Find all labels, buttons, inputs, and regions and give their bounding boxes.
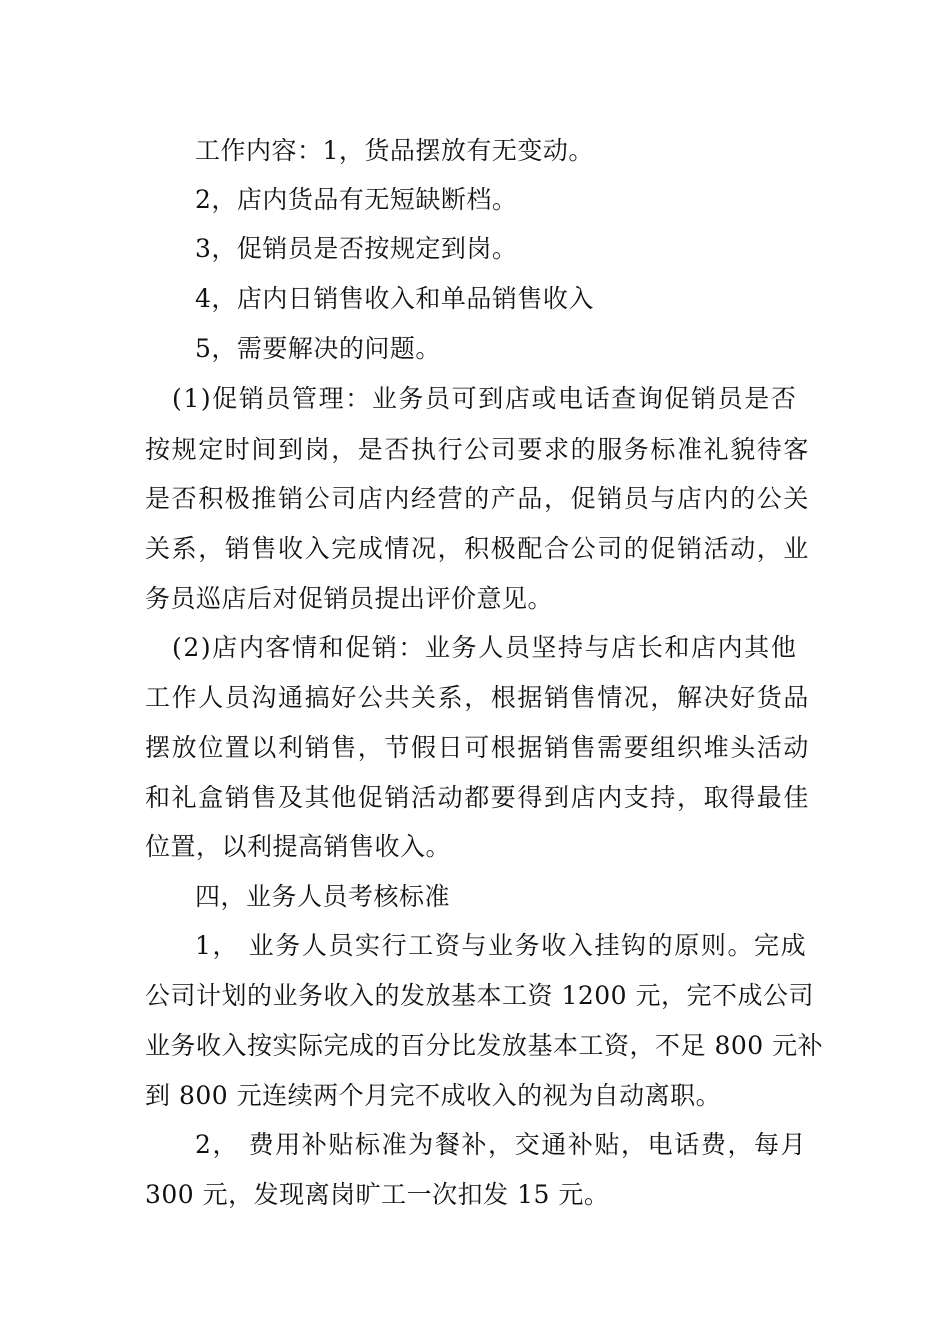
text-line: 按规定时间到岗，是否执行公司要求的服务标准礼貌待客 xyxy=(145,435,811,464)
text-line: 2， 费用补贴标准为餐补，交通补贴，电话费，每月 xyxy=(195,1130,808,1159)
text-line: 位置，以利提高销售收入。 xyxy=(145,832,452,861)
text-line: 关系，销售收入完成情况，积极配合公司的促销活动，业 xyxy=(145,534,811,563)
text-line: 公司计划的业务收入的发放基本工资 1200 元，完不成公司 xyxy=(145,981,815,1010)
text-line: 务员巡店后对促销员提出评价意见。 xyxy=(145,584,554,613)
text-line: 3，促销员是否按规定到岗。 xyxy=(195,234,518,263)
text-line: 5，需要解决的问题。 xyxy=(195,334,441,363)
text-line: 300 元，发现离岗旷工一次扣发 15 元。 xyxy=(145,1180,610,1209)
text-line: (2)店内客情和促销：业务人员坚持与店长和店内其他 xyxy=(172,633,798,662)
text-line: 4，店内日销售收入和单品销售收入 xyxy=(195,284,594,313)
text-line: 1， 业务人员实行工资与业务收入挂钩的原则。完成 xyxy=(195,931,808,960)
section-heading: 四，业务人员考核标准 xyxy=(195,882,451,911)
text-line: 是否积极推销公司店内经营的产品，促销员与店内的公关 xyxy=(145,484,811,513)
text-line: 工作人员沟通搞好公共关系，根据销售情况，解决好货品 xyxy=(145,683,811,712)
text-line: 到 800 元连续两个月完不成收入的视为自动离职。 xyxy=(145,1081,722,1110)
text-line: 摆放位置以利销售，节假日可根据销售需要组织堆头活动 xyxy=(145,733,811,762)
text-line: 2，店内货品有无短缺断档。 xyxy=(195,185,518,214)
text-line: (1)促销员管理：业务员可到店或电话查询促销员是否 xyxy=(172,384,798,413)
text-line: 工作内容：1，货品摆放有无变动。 xyxy=(195,136,594,165)
text-line: 业务收入按实际完成的百分比发放基本工资，不足 800 元补 xyxy=(145,1031,824,1060)
text-line: 和礼盒销售及其他促销活动都要得到店内支持，取得最佳 xyxy=(145,783,811,812)
